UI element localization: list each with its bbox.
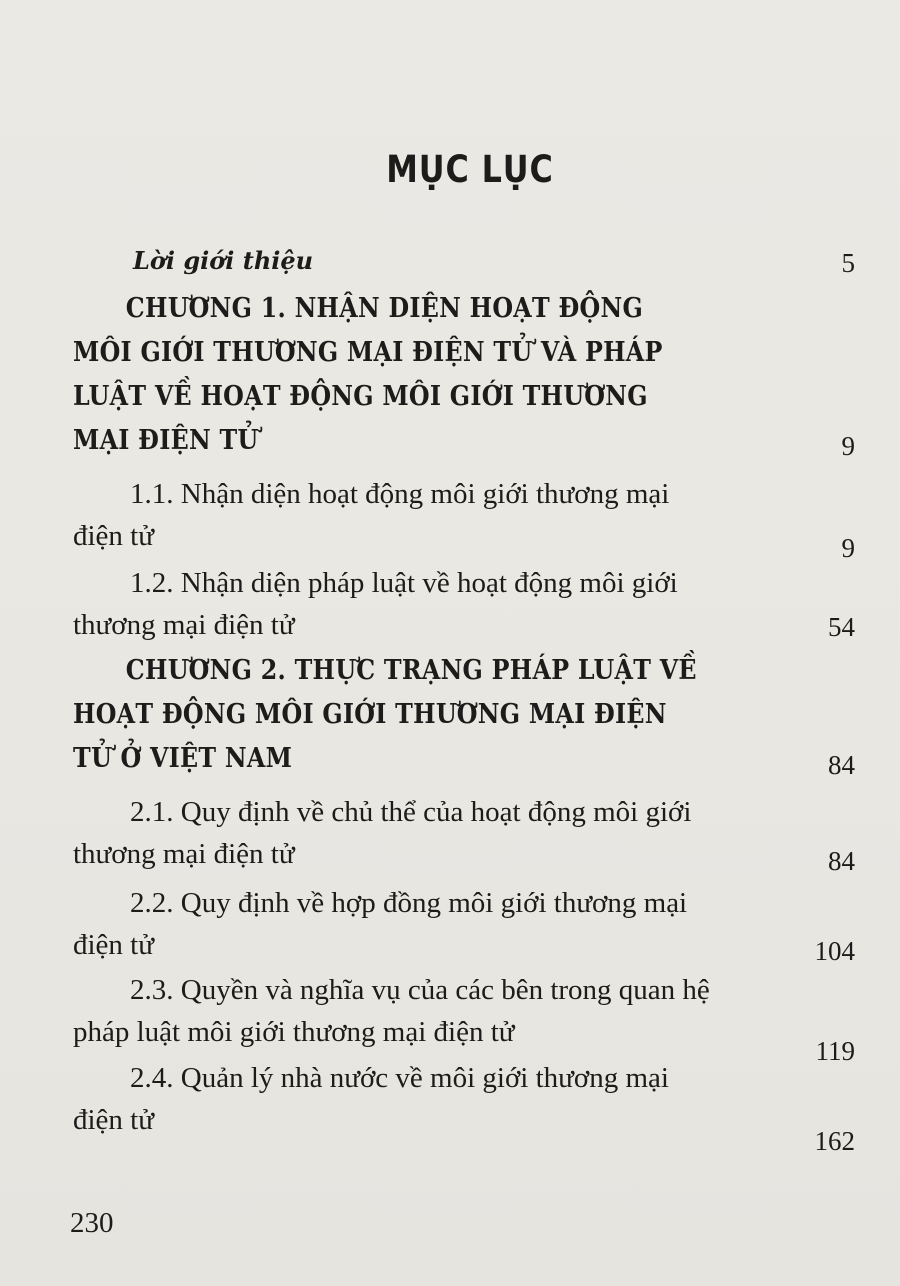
toc-chapter-1-line: LUẬT VỀ HOẠT ĐỘNG MÔI GIỚI THƯƠNG xyxy=(73,381,648,412)
toc-chapter-1-page: 9 xyxy=(841,431,855,461)
toc-chapter-2-line: CHƯƠNG 2. THỰC TRẠNG PHÁP LUẬT VỀ xyxy=(125,655,697,686)
toc-section-line: điện tử xyxy=(73,1104,154,1136)
toc-section-line: 1.2. Nhận diện pháp luật về hoạt động môi giới xyxy=(130,567,678,599)
page-title: MỤC LỤC xyxy=(386,148,554,191)
toc-section-line: điện tử xyxy=(73,929,154,961)
toc-section-2-3-page: 119 xyxy=(815,1036,855,1066)
toc-section-line: 1.1. Nhận diện hoạt động môi giới thương mại xyxy=(130,478,670,510)
page-number: 230 xyxy=(70,1207,114,1239)
toc-chapter-2-title xyxy=(73,649,782,781)
toc-section-line: 2.1. Quy định về chủ thể của hoạt động môi giới xyxy=(130,796,692,828)
toc-chapter-1-line: MÔI GIỚI THƯƠNG MẠI ĐIỆN TỬ VÀ PHÁP xyxy=(73,337,663,368)
toc-chapter-2-line: TỬ Ở VIỆT NAM xyxy=(73,743,293,774)
toc-section-1-1 xyxy=(73,473,669,557)
toc-section-1-2-page: 54 xyxy=(828,612,855,642)
toc-intro-page: 5 xyxy=(841,248,855,278)
toc-section-line: 2.4. Quản lý nhà nước về môi giới thương mại xyxy=(130,1062,669,1094)
toc-chapter-1-line: MẠI ĐIỆN TỬ xyxy=(73,425,259,456)
toc-section-2-2-page: 104 xyxy=(814,936,855,966)
toc-section-2-4-page: 162 xyxy=(814,1126,855,1156)
toc-section-2-2 xyxy=(73,882,687,966)
toc-section-2-1-page: 84 xyxy=(828,846,855,876)
toc-section-2-4 xyxy=(73,1057,669,1141)
toc-section-line: pháp luật môi giới thương mại điện tử xyxy=(73,1016,515,1048)
toc-intro-label: Lời giới thiệu xyxy=(133,246,314,275)
toc-chapter-2-page: 84 xyxy=(828,750,855,780)
toc-section-line: thương mại điện tử xyxy=(73,609,295,641)
toc-section-line: 2.3. Quyền và nghĩa vụ của các bên trong quan hệ xyxy=(130,974,710,1006)
toc-section-line: điện tử xyxy=(73,520,154,552)
toc-section-1-1-page: 9 xyxy=(841,533,855,563)
toc-chapter-1-line: CHƯƠNG 1. NHẬN DIỆN HOẠT ĐỘNG xyxy=(125,293,644,324)
toc-section-2-3 xyxy=(73,969,710,1053)
toc-chapter-2-line: HOẠT ĐỘNG MÔI GIỚI THƯƠNG MẠI ĐIỆN xyxy=(73,699,667,730)
toc-section-line: 2.2. Quy định về hợp đồng môi giới thương mại xyxy=(130,887,688,919)
toc-section-2-1 xyxy=(73,791,691,875)
toc-section-1-2 xyxy=(73,562,678,646)
toc-chapter-1-title xyxy=(73,287,743,463)
toc-section-line: thương mại điện tử xyxy=(73,838,295,870)
